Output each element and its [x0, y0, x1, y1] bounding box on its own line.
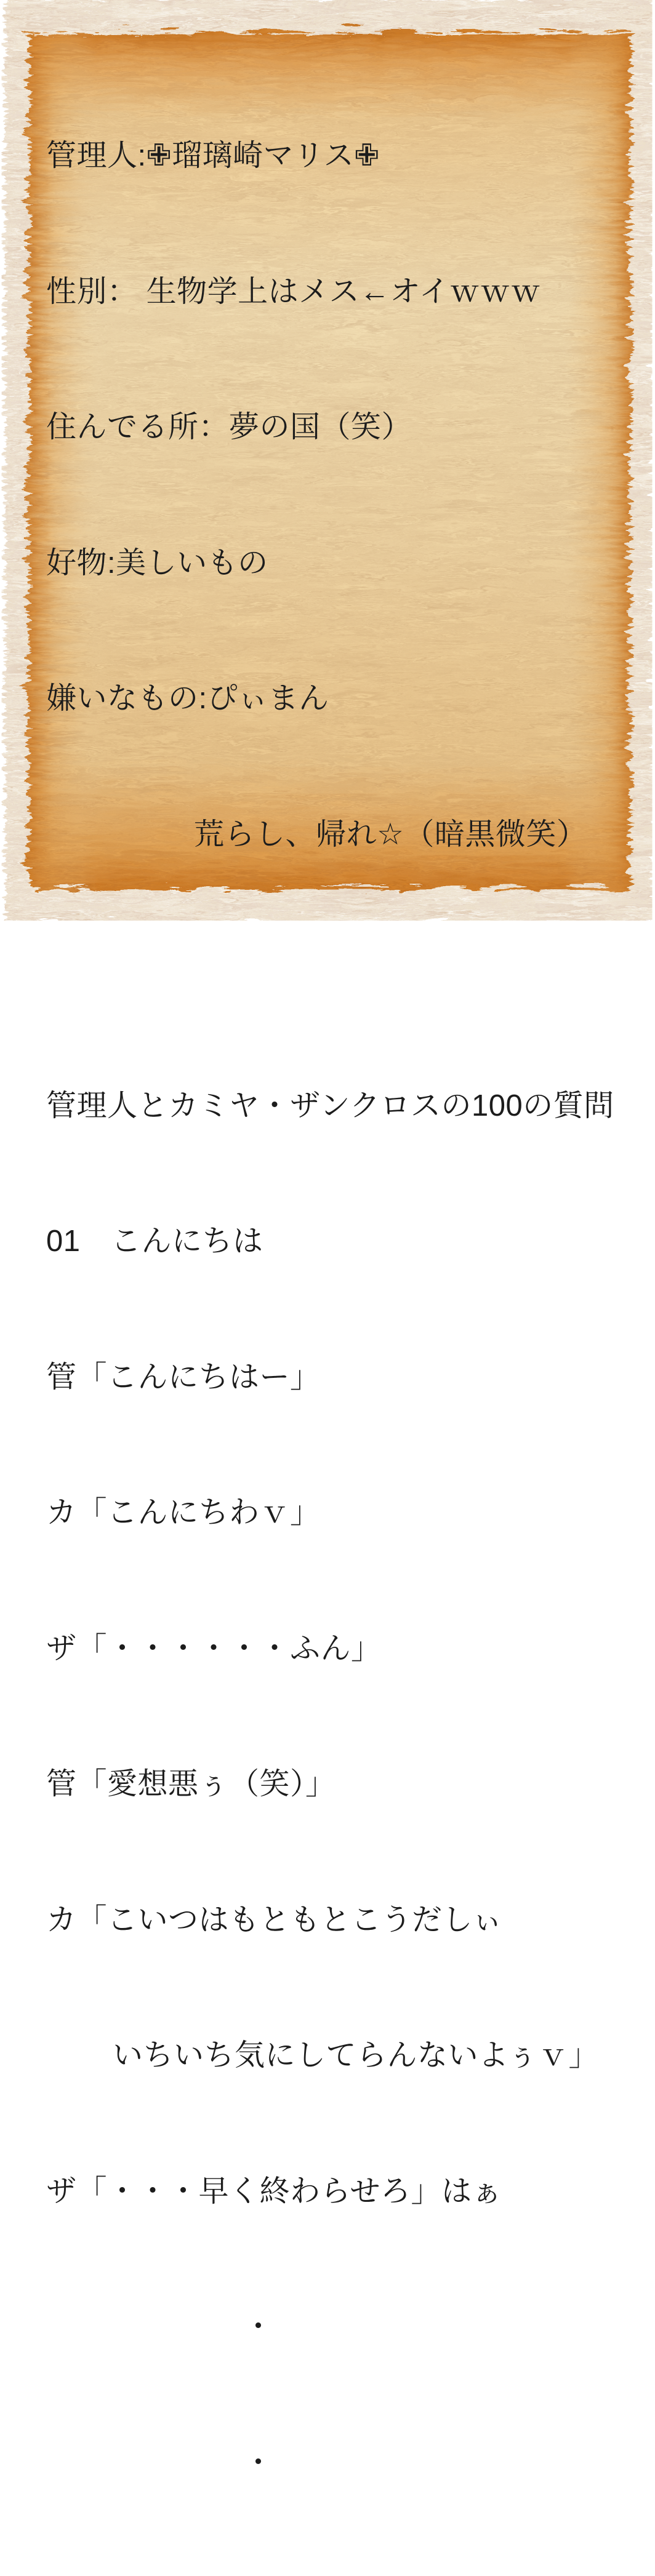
profile-residence-line: 住んでる所：夢の国（笑）: [46, 410, 412, 444]
profile-admin-line: 管理人:✙瑠璃崎マリス✙: [46, 139, 380, 172]
qa-question-01: 01 こんにちは: [46, 1225, 263, 1258]
qa-heading: 管理人とカミヤ・ザンクロスの100の質問: [46, 1089, 614, 1122]
document-text: [46, 43, 637, 2576]
profile-likes-line: 好物:美しいもの: [46, 546, 268, 580]
ellipsis-dot-line: ・: [243, 2310, 274, 2343]
qa-dialogue-line: 管「愛想悪ぅ（笑）」: [46, 1767, 336, 1801]
qa-dialogue-line: ザ「・・・早く終わらせろ」はぁ: [46, 2174, 503, 2208]
profile-gender-line: 性別： 生物学上はメス←オイｗｗｗ: [46, 274, 541, 308]
ellipsis-dot-line: ・: [243, 2446, 274, 2479]
qa-dialogue-line: 管「こんにちはー」: [46, 1360, 321, 1394]
qa-dialogue-line: いちいち気にしてらんないよぅｖ」: [113, 2039, 600, 2072]
profile-dislikes-line: 嫌いなもの:ぴぃまん: [46, 682, 329, 715]
qa-dialogue-line: ザ「・・・・・・ふん」: [46, 1631, 382, 1665]
qa-dialogue-line: カ「こいつはもともとこうだしぃ: [46, 1903, 503, 1937]
blank-line: [46, 948, 637, 993]
profile-dislikes-line-2: 荒らし、帰れ☆（暗黒微笑）: [194, 817, 587, 851]
qa-dialogue-line: カ「こんにちわｖ」: [46, 1496, 321, 1529]
